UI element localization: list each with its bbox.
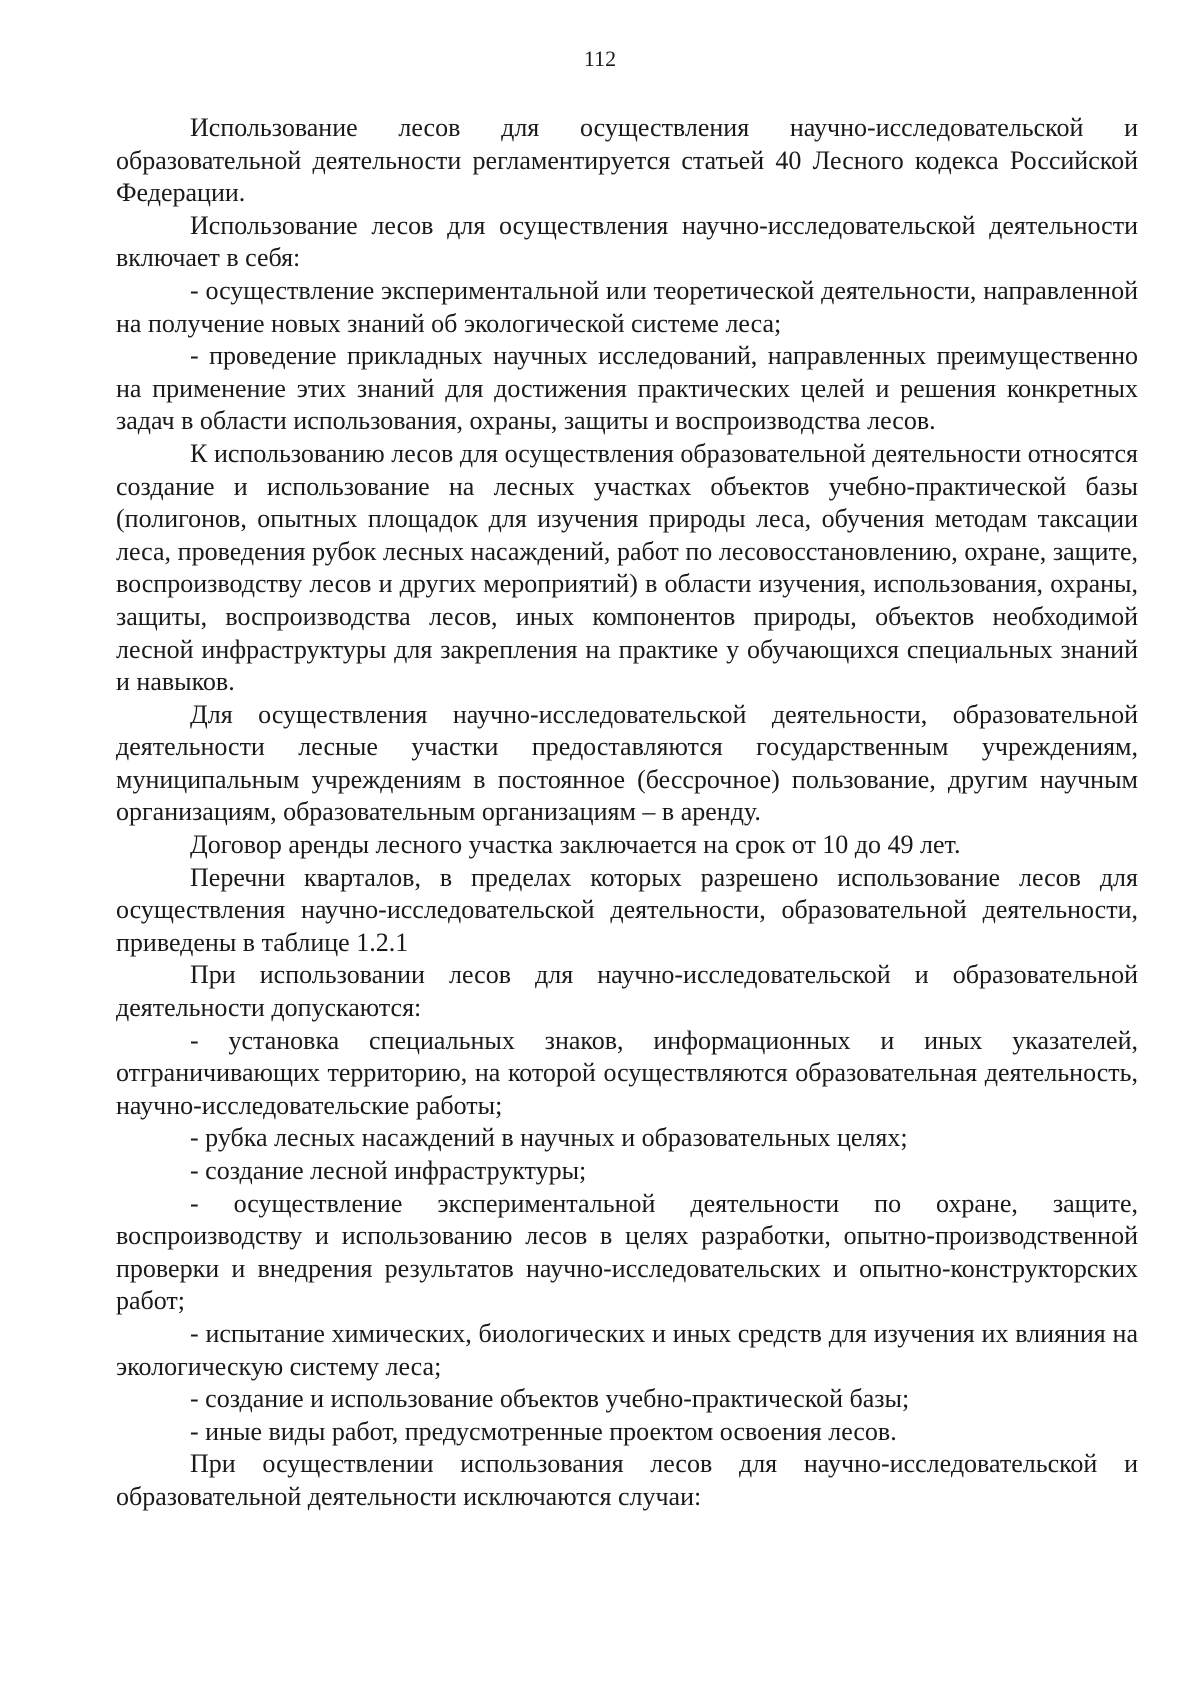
list-item-training-base: - создание и использование объектов учебно-практической базы; [190,1384,910,1414]
paragraph-exclusions-intro: При осуществлении использования лесов для научно-исследовательской и образовательной деятельности исключаются случаи: [116,1449,1138,1511]
page-number: 112 [583,46,617,71]
list-item-experimental-protection: - осуществление экспериментальной деятельности по охране, защите, воспроизводству и использованию лесов в целях разработки, опытно-производственной проверки и внедрения результатов научно-исследовательских и опытно-конструкторских работ; [116,1188,1138,1316]
paragraph-educational-activity: К использованию лесов для осуществления образовательной деятельности относятся создание и использование на лесных участках объектов учебно-практической базы (полигонов, опытных площадок для изучения природы леса, обучения методам таксации леса, проведения рубок лесных насаждений, работ по лесовосстановлению, охране, защите, воспроизводству лесов и других мероприятий) в области изучения, использования, охраны, защиты, воспроизводства лесов, иных компонентов природы, объектов необходимой лесной инфраструктуры для закрепления на практике у обучающихся специальных знаний и навыков. [116,438,1138,697]
paragraph-land-provision: Для осуществления научно-исследовательской деятельности, образовательной деятельности лесные участки предоставляются государственным учреждениям, муниципальным учреждениям в постоянное (бессрочное) пользование, другим научным организациям, образовательным организациям – в аренду. [116,699,1138,827]
list-item-experimental-activity: - осуществление экспериментальной или теоретической деятельности, направленной на получение новых знаний об экологической системе леса; [116,275,1138,338]
paragraph-research-scope: Использование лесов для осуществления научно-исследовательской деятельности включает в себя: [116,210,1138,273]
list-item-signs-installation: - установка специальных знаков, информационных и иных указателей, отграничивающих территорию, на которой осуществляются образовательная деятельность, научно-исследовательские работы; [116,1025,1138,1120]
paragraph-lease-term: Договор аренды лесного участка заключается на срок от 10 до 49 лет. [190,830,961,860]
paragraph-permitted-intro: При использовании лесов для научно-исследовательской и образовательной деятельности допускаются: [116,960,1138,1023]
list-item-logging: - рубка лесных насаждений в научных и образовательных целях; [190,1123,908,1153]
list-item-applied-research: - проведение прикладных научных исследований, направленных преимущественно на применение этих знаний для достижения практических целей и решения конкретных задач в области использования, охраны, защиты и воспроизводства лесов. [116,341,1138,436]
list-item-infrastructure: - создание лесной инфраструктуры; [190,1156,587,1185]
paragraph-legal-basis: Использование лесов для осуществления научно-исследовательской и образовательной деятельности регламентируется статьей 40 Лесного кодекса Российской Федерации. [116,113,1138,208]
list-item-other-works: - иные виды работ, предусмотренные проектом освоения лесов. [190,1416,897,1446]
paragraph-quarter-lists: Перечни кварталов, в пределах которых разрешено использование лесов для осуществления научно-исследовательской деятельности, образовательной деятельности, приведены в таблице 1.2.1 [116,862,1138,957]
document-body [116,112,1138,1514]
list-item-chemical-testing: - испытание химических, биологических и иных средств для изучения их влияния на экологическую систему леса; [116,1318,1138,1381]
